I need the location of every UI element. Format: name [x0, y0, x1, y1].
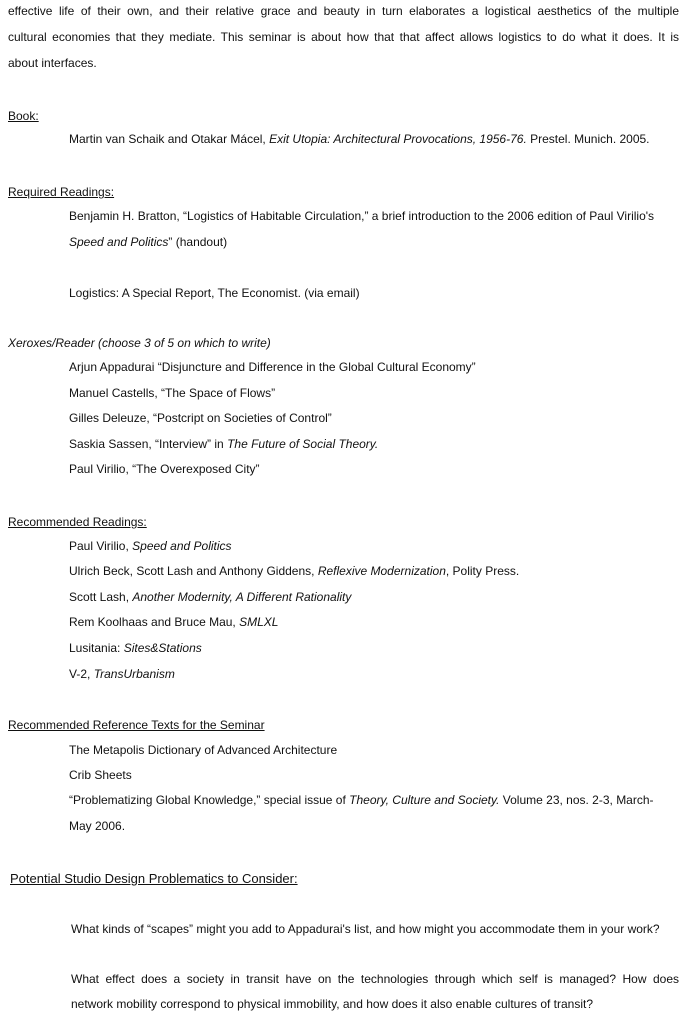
- reference-item-3-line-1: [69, 793, 654, 807]
- recommended-item-1-title: Speed and Politics: [132, 539, 232, 553]
- recommended-item-3: [69, 590, 351, 604]
- recommended-item-5-author: Lusitania:: [69, 641, 124, 655]
- required-item-1-line-1: Benjamin H. Bratton, “Logistics of Habitable Circulation,” a brief introduction to the 2006 edition of Paul Virilio's: [69, 209, 655, 223]
- book-entry-author: Martin van Schaik and Otakar Mácel,: [69, 132, 270, 146]
- xerox-item-4: [69, 437, 378, 451]
- problematics-heading: Potential Studio Design Problematics to Consider:: [10, 871, 298, 886]
- reference-item-1: The Metapolis Dictionary of Advanced Architecture: [69, 743, 338, 757]
- required-item-1-line-2: [69, 235, 227, 249]
- reference-item-3-volume: Volume 23, nos. 2-3, March-: [499, 793, 654, 807]
- xerox-item-4-author: Saskia Sassen, “Interview” in: [69, 437, 228, 451]
- recommended-item-2-author: Ulrich Beck, Scott Lash and Anthony Giddens,: [69, 564, 318, 578]
- xerox-heading-text: Xeroxes/Reader (choose 3 of 5 on which to write): [8, 336, 271, 350]
- problematics-question-2-line-1: What effect does a society in transit have on the technologies through which self is managed? How does: [71, 972, 679, 986]
- recommended-item-2-title: Reflexive Modernization: [317, 564, 446, 578]
- intro-line-2: cultural economies that they mediate. This seminar is about how that that affect allows logistics to do what it does. It is: [8, 30, 679, 44]
- recommended-item-1: [69, 539, 232, 553]
- recommended-item-4-author: Rem Koolhaas and Bruce Mau,: [69, 615, 240, 629]
- required-item-1-title: Speed and Politics: [69, 235, 169, 249]
- recommended-item-2: [69, 564, 519, 578]
- xerox-item-4-title: The Future of Social Theory.: [227, 437, 379, 451]
- reference-item-3-intro: “Problematizing Global Knowledge,” special issue of: [69, 793, 350, 807]
- recommended-item-5-title: Sites&Stations: [123, 641, 202, 655]
- recommended-item-6-author: V-2,: [69, 667, 94, 681]
- problematics-question-1: What kinds of “scapes” might you add to Appadurai's list, and how might you accommodate them in your work?: [71, 922, 660, 936]
- xerox-item-5: Paul Virilio, “The Overexposed City”: [69, 462, 260, 476]
- recommended-item-3-title: Another Modernity, A Different Rationality: [132, 590, 352, 604]
- reference-item-2: Crib Sheets: [69, 768, 132, 782]
- intro-line-3: about interfaces.: [8, 56, 97, 70]
- recommended-item-2-publisher: , Polity Press.: [445, 564, 520, 578]
- problematics-question-2-line-2: network mobility correspond to physical immobility, and how does it also enable cultures of transit?: [71, 997, 594, 1011]
- recommended-item-3-author: Scott Lash,: [69, 590, 133, 604]
- required-item-2: Logistics: A Special Report, The Economist. (via email): [69, 286, 360, 300]
- recommended-item-5: [69, 641, 202, 655]
- xerox-heading: [8, 336, 271, 350]
- required-heading: Required Readings:: [8, 185, 115, 199]
- required-item-1-note: ” (handout): [168, 235, 228, 249]
- recommended-item-4-title: SMLXL: [239, 615, 279, 629]
- book-entry-publisher: Prestel. Munich. 2005.: [526, 132, 650, 146]
- xerox-item-2: Manuel Castells, “The Space of Flows”: [69, 386, 276, 400]
- intro-line-1: effective life of their own, and their relative grace and beauty in turn elaborates a logistical aesthetics of the multiple: [8, 4, 679, 18]
- reference-item-3-journal: Theory, Culture and Society.: [349, 793, 500, 807]
- recommended-item-1-author: Paul Virilio,: [69, 539, 133, 553]
- recommended-heading: Recommended Readings:: [8, 515, 147, 529]
- recommended-item-4: [69, 615, 278, 629]
- reference-heading: Recommended Reference Texts for the Seminar: [8, 718, 265, 732]
- recommended-item-6-title: TransUrbanism: [93, 667, 175, 681]
- recommended-item-6: [69, 667, 175, 681]
- xerox-item-3: Gilles Deleuze, “Postcript on Societies of Control”: [69, 411, 332, 425]
- book-entry: [69, 132, 650, 146]
- reference-item-3-line-2: May 2006.: [69, 819, 126, 833]
- book-entry-title: Exit Utopia: Architectural Provocations, 1956-76.: [269, 132, 527, 146]
- xerox-item-1: Arjun Appadurai “Disjuncture and Difference in the Global Cultural Economy”: [69, 360, 476, 374]
- book-heading: Book:: [8, 109, 39, 123]
